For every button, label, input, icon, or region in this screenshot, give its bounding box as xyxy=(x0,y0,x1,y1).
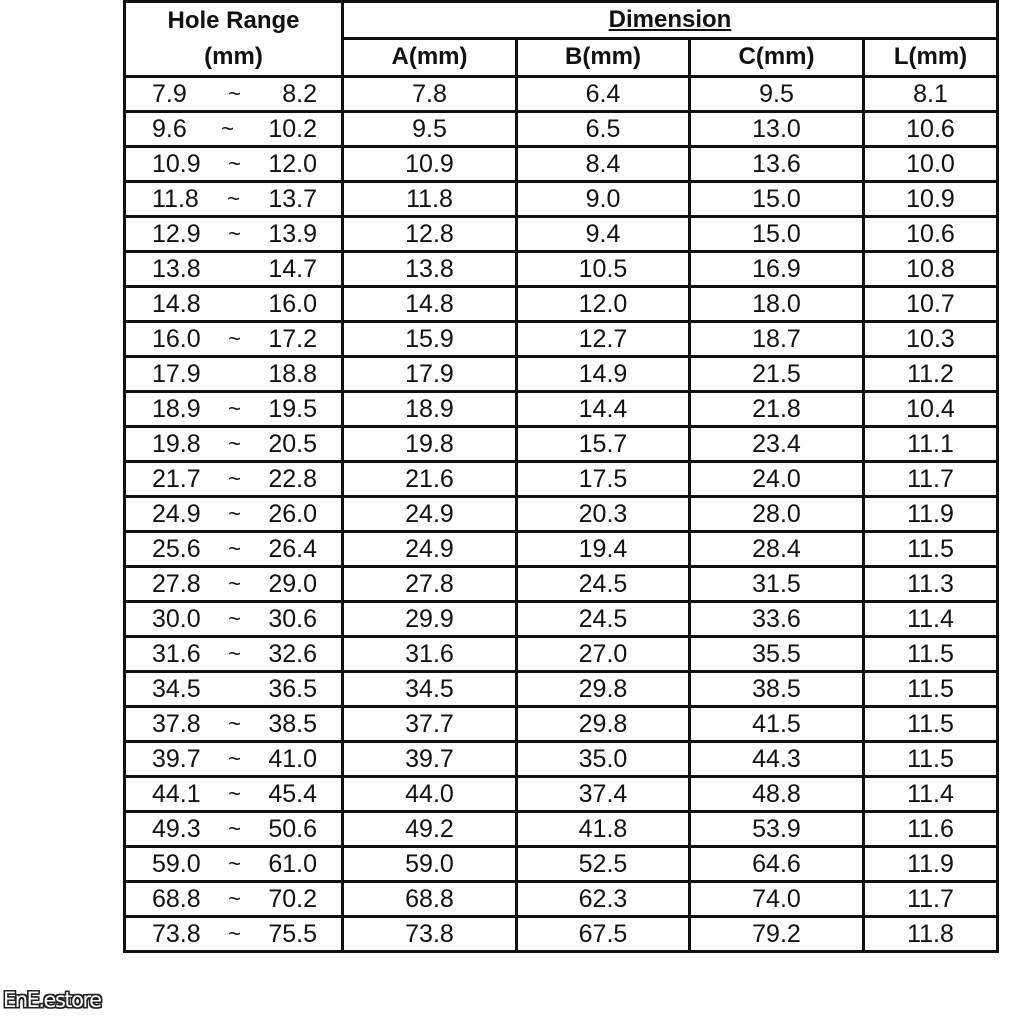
cell-a: 18.9 xyxy=(343,392,517,427)
cell-c: 13.6 xyxy=(690,147,864,182)
table-row xyxy=(125,602,998,637)
cell-a: 14.8 xyxy=(343,287,517,322)
range-from: 24.9 xyxy=(152,499,201,528)
table-row xyxy=(125,532,998,567)
range-from: 14.8 xyxy=(152,289,201,318)
table-row xyxy=(125,357,998,392)
range-to: 75.5 xyxy=(268,919,317,948)
table-row xyxy=(125,217,998,252)
cell-b: 9.0 xyxy=(517,182,690,217)
hole-range-value xyxy=(126,500,341,529)
hole-range-value xyxy=(126,815,341,844)
cell-l: 10.6 xyxy=(864,217,998,252)
table-row xyxy=(125,252,998,287)
cell-a: 13.8 xyxy=(343,252,517,287)
range-to: 29.0 xyxy=(268,569,317,598)
store-watermark: EnE.estore xyxy=(3,988,101,1012)
cell-b: 24.5 xyxy=(517,567,690,602)
range-to: 13.7 xyxy=(268,184,317,213)
range-to: 18.8 xyxy=(268,359,317,388)
hole-range-cell xyxy=(125,322,343,357)
cell-c: 33.6 xyxy=(690,602,864,637)
range-to: 14.7 xyxy=(268,254,317,283)
range-separator: ~ xyxy=(221,116,234,141)
range-to: 20.5 xyxy=(268,429,317,458)
hole-range-cell xyxy=(125,567,343,602)
hole-range-cell xyxy=(125,847,343,882)
range-to: 17.2 xyxy=(268,324,317,353)
cell-l: 10.7 xyxy=(864,287,998,322)
cell-b: 27.0 xyxy=(517,637,690,672)
cell-b: 12.7 xyxy=(517,322,690,357)
hole-range-cell xyxy=(125,917,343,952)
cell-c: 16.9 xyxy=(690,252,864,287)
cell-l: 11.4 xyxy=(864,777,998,812)
table-row xyxy=(125,462,998,497)
range-to: 30.6 xyxy=(268,604,317,633)
range-from: 37.8 xyxy=(152,709,201,738)
range-from: 16.0 xyxy=(152,324,201,353)
range-from: 13.8 xyxy=(152,254,201,283)
hole-range-header xyxy=(125,2,343,77)
cell-b: 19.4 xyxy=(517,532,690,567)
cell-a: 37.7 xyxy=(343,707,517,742)
hole-range-title: Hole Range xyxy=(167,7,300,34)
cell-l: 8.1 xyxy=(864,77,998,112)
cell-l: 11.5 xyxy=(864,742,998,777)
table-row xyxy=(125,707,998,742)
range-separator: ~ xyxy=(228,326,241,351)
range-to: 45.4 xyxy=(268,779,317,808)
cell-l: 10.0 xyxy=(864,147,998,182)
range-separator: ~ xyxy=(228,851,241,876)
cell-a: 27.8 xyxy=(343,567,517,602)
cell-b: 37.4 xyxy=(517,777,690,812)
hole-range-value xyxy=(126,850,341,879)
hole-range-value xyxy=(126,185,341,214)
hole-range-value xyxy=(126,535,341,564)
cell-l: 11.1 xyxy=(864,427,998,462)
hole-range-value xyxy=(126,430,341,459)
cell-l: 10.9 xyxy=(864,182,998,217)
cell-b: 9.4 xyxy=(517,217,690,252)
cell-b: 62.3 xyxy=(517,882,690,917)
cell-b: 20.3 xyxy=(517,497,690,532)
range-from: 7.9 xyxy=(152,79,187,108)
range-from: 34.5 xyxy=(152,674,201,703)
range-to: 22.8 xyxy=(268,464,317,493)
range-from: 73.8 xyxy=(152,919,201,948)
hole-range-cell xyxy=(125,742,343,777)
cell-a: 39.7 xyxy=(343,742,517,777)
table-row xyxy=(125,287,998,322)
range-separator: ~ xyxy=(227,186,240,211)
cell-b: 6.4 xyxy=(517,77,690,112)
range-separator: ~ xyxy=(228,536,241,561)
range-separator: ~ xyxy=(228,921,241,946)
table-row xyxy=(125,882,998,917)
cell-c: 15.0 xyxy=(690,182,864,217)
cell-c: 28.4 xyxy=(690,532,864,567)
cell-l: 11.4 xyxy=(864,602,998,637)
range-from: 49.3 xyxy=(152,814,201,843)
header-row-top xyxy=(125,2,998,39)
hole-range-cell xyxy=(125,182,343,217)
cell-b: 8.4 xyxy=(517,147,690,182)
range-separator: ~ xyxy=(228,466,241,491)
range-to: 36.5 xyxy=(268,674,317,703)
range-from: 44.1 xyxy=(152,779,201,808)
hole-range-value xyxy=(126,920,341,949)
dimension-title: Dimension xyxy=(608,5,732,33)
cell-l: 10.4 xyxy=(864,392,998,427)
table-row xyxy=(125,777,998,812)
hole-range-value xyxy=(126,465,341,494)
range-separator: ~ xyxy=(228,81,241,106)
range-to: 13.9 xyxy=(268,219,317,248)
hole-range-value xyxy=(126,780,341,809)
range-separator: ~ xyxy=(228,641,241,666)
cell-c: 38.5 xyxy=(690,672,864,707)
cell-c: 9.5 xyxy=(690,77,864,112)
hole-range-value xyxy=(126,220,341,249)
hole-range-cell xyxy=(125,532,343,567)
dimension-table xyxy=(123,0,999,953)
hole-range-cell xyxy=(125,812,343,847)
cell-l: 11.9 xyxy=(864,497,998,532)
cell-l: 11.7 xyxy=(864,462,998,497)
range-to: 19.5 xyxy=(268,394,317,423)
range-separator: ~ xyxy=(228,816,241,841)
range-to: 10.2 xyxy=(268,114,317,143)
hole-range-value xyxy=(126,80,341,109)
table-row xyxy=(125,77,998,112)
cell-a: 11.8 xyxy=(343,182,517,217)
table-row xyxy=(125,812,998,847)
cell-b: 41.8 xyxy=(517,812,690,847)
cell-l: 11.7 xyxy=(864,882,998,917)
cell-b: 17.5 xyxy=(517,462,690,497)
range-to: 70.2 xyxy=(268,884,317,913)
cell-l: 11.8 xyxy=(864,917,998,952)
table-row xyxy=(125,847,998,882)
cell-a: 59.0 xyxy=(343,847,517,882)
cell-c: 13.0 xyxy=(690,112,864,147)
cell-c: 24.0 xyxy=(690,462,864,497)
cell-a: 17.9 xyxy=(343,357,517,392)
cell-l: 11.9 xyxy=(864,847,998,882)
hole-range-value xyxy=(126,255,341,284)
cell-c: 41.5 xyxy=(690,707,864,742)
cell-a: 9.5 xyxy=(343,112,517,147)
cell-a: 12.8 xyxy=(343,217,517,252)
hole-range-cell xyxy=(125,637,343,672)
cell-c: 79.2 xyxy=(690,917,864,952)
range-separator: ~ xyxy=(228,886,241,911)
cell-a: 10.9 xyxy=(343,147,517,182)
hole-range-cell xyxy=(125,252,343,287)
hole-range-value xyxy=(126,325,341,354)
range-separator: ~ xyxy=(228,781,241,806)
hole-range-value xyxy=(126,290,341,319)
table-row xyxy=(125,497,998,532)
range-from: 21.7 xyxy=(152,464,201,493)
range-separator: ~ xyxy=(228,606,241,631)
range-from: 17.9 xyxy=(152,359,201,388)
cell-a: 19.8 xyxy=(343,427,517,462)
cell-c: 64.6 xyxy=(690,847,864,882)
cell-a: 15.9 xyxy=(343,322,517,357)
range-separator: ~ xyxy=(228,151,241,176)
table-row xyxy=(125,147,998,182)
hole-range-cell xyxy=(125,462,343,497)
hole-range-cell xyxy=(125,497,343,532)
hole-range-cell xyxy=(125,602,343,637)
cell-a: 44.0 xyxy=(343,777,517,812)
cell-c: 31.5 xyxy=(690,567,864,602)
cell-l: 11.5 xyxy=(864,672,998,707)
cell-l: 11.6 xyxy=(864,812,998,847)
cell-c: 18.7 xyxy=(690,322,864,357)
hole-range-cell xyxy=(125,672,343,707)
hole-range-cell xyxy=(125,112,343,147)
range-from: 11.8 xyxy=(152,184,199,213)
table-row xyxy=(125,112,998,147)
range-to: 38.5 xyxy=(268,709,317,738)
cell-b: 29.8 xyxy=(517,672,690,707)
range-separator: ~ xyxy=(228,711,241,736)
table-row xyxy=(125,182,998,217)
hole-range-value xyxy=(126,710,341,739)
column-header-c: C(mm) xyxy=(690,38,864,76)
range-separator: ~ xyxy=(228,571,241,596)
hole-range-cell xyxy=(125,147,343,182)
hole-range-value xyxy=(126,115,341,144)
table-row xyxy=(125,672,998,707)
cell-l: 10.6 xyxy=(864,112,998,147)
cell-c: 18.0 xyxy=(690,287,864,322)
column-header-l: L(mm) xyxy=(864,38,998,76)
cell-b: 14.4 xyxy=(517,392,690,427)
cell-c: 44.3 xyxy=(690,742,864,777)
range-from: 12.9 xyxy=(152,219,201,248)
cell-c: 48.8 xyxy=(690,777,864,812)
column-header-a: A(mm) xyxy=(343,38,517,76)
range-to: 32.6 xyxy=(268,639,317,668)
range-from: 18.9 xyxy=(152,394,201,423)
cell-l: 11.5 xyxy=(864,637,998,672)
range-from: 39.7 xyxy=(152,744,201,773)
hole-range-value xyxy=(126,745,341,774)
cell-c: 15.0 xyxy=(690,217,864,252)
cell-c: 21.5 xyxy=(690,357,864,392)
range-from: 68.8 xyxy=(152,884,201,913)
hole-range-cell xyxy=(125,427,343,462)
cell-b: 14.9 xyxy=(517,357,690,392)
cell-a: 24.9 xyxy=(343,532,517,567)
range-from: 27.8 xyxy=(152,569,201,598)
cell-b: 24.5 xyxy=(517,602,690,637)
cell-a: 21.6 xyxy=(343,462,517,497)
table-row xyxy=(125,567,998,602)
cell-l: 11.5 xyxy=(864,532,998,567)
table-row xyxy=(125,322,998,357)
hole-range-cell xyxy=(125,357,343,392)
hole-range-value xyxy=(126,150,341,179)
table-row xyxy=(125,637,998,672)
hole-range-cell xyxy=(125,217,343,252)
hole-range-value xyxy=(126,640,341,669)
hole-range-value xyxy=(126,360,341,389)
range-from: 30.0 xyxy=(152,604,201,633)
table-row xyxy=(125,392,998,427)
cell-b: 6.5 xyxy=(517,112,690,147)
table-row xyxy=(125,742,998,777)
range-separator: ~ xyxy=(228,221,241,246)
range-to: 16.0 xyxy=(268,289,317,318)
cell-c: 21.8 xyxy=(690,392,864,427)
cell-c: 74.0 xyxy=(690,882,864,917)
hole-range-value xyxy=(126,570,341,599)
hole-range-cell xyxy=(125,777,343,812)
dimension-header xyxy=(343,2,998,39)
range-to: 61.0 xyxy=(268,849,317,878)
range-from: 25.6 xyxy=(152,534,201,563)
cell-c: 53.9 xyxy=(690,812,864,847)
range-separator: ~ xyxy=(228,501,241,526)
cell-l: 10.8 xyxy=(864,252,998,287)
cell-c: 35.5 xyxy=(690,637,864,672)
cell-b: 29.8 xyxy=(517,707,690,742)
range-to: 50.6 xyxy=(268,814,317,843)
dimension-table-container xyxy=(123,0,996,953)
range-to: 26.4 xyxy=(268,534,317,563)
hole-range-cell xyxy=(125,707,343,742)
range-from: 10.9 xyxy=(152,149,201,178)
cell-b: 15.7 xyxy=(517,427,690,462)
cell-a: 24.9 xyxy=(343,497,517,532)
cell-a: 31.6 xyxy=(343,637,517,672)
cell-l: 11.2 xyxy=(864,357,998,392)
hole-range-cell xyxy=(125,392,343,427)
cell-b: 10.5 xyxy=(517,252,690,287)
range-from: 9.6 xyxy=(152,114,187,143)
cell-a: 29.9 xyxy=(343,602,517,637)
table-body xyxy=(125,77,998,952)
range-from: 31.6 xyxy=(152,639,201,668)
cell-b: 67.5 xyxy=(517,917,690,952)
cell-b: 35.0 xyxy=(517,742,690,777)
range-from: 59.0 xyxy=(152,849,201,878)
cell-b: 52.5 xyxy=(517,847,690,882)
cell-a: 73.8 xyxy=(343,917,517,952)
hole-range-cell xyxy=(125,77,343,112)
range-to: 26.0 xyxy=(268,499,317,528)
range-from: 19.8 xyxy=(152,429,201,458)
range-separator: ~ xyxy=(228,746,241,771)
range-separator: ~ xyxy=(228,431,241,456)
hole-range-value xyxy=(126,605,341,634)
cell-c: 23.4 xyxy=(690,427,864,462)
cell-c: 28.0 xyxy=(690,497,864,532)
cell-a: 68.8 xyxy=(343,882,517,917)
range-to: 41.0 xyxy=(268,744,317,773)
range-to: 8.2 xyxy=(282,79,317,108)
cell-a: 7.8 xyxy=(343,77,517,112)
cell-b: 12.0 xyxy=(517,287,690,322)
table-row xyxy=(125,917,998,952)
cell-l: 11.5 xyxy=(864,707,998,742)
cell-l: 11.3 xyxy=(864,567,998,602)
range-to: 12.0 xyxy=(268,149,317,178)
hole-range-unit: (mm) xyxy=(204,43,263,70)
cell-a: 49.2 xyxy=(343,812,517,847)
hole-range-cell xyxy=(125,882,343,917)
column-header-b: B(mm) xyxy=(517,38,690,76)
cell-a: 34.5 xyxy=(343,672,517,707)
cell-l: 10.3 xyxy=(864,322,998,357)
hole-range-cell xyxy=(125,287,343,322)
range-separator: ~ xyxy=(228,396,241,421)
hole-range-value xyxy=(126,395,341,424)
hole-range-value xyxy=(126,885,341,914)
hole-range-value xyxy=(126,675,341,704)
table-row xyxy=(125,427,998,462)
